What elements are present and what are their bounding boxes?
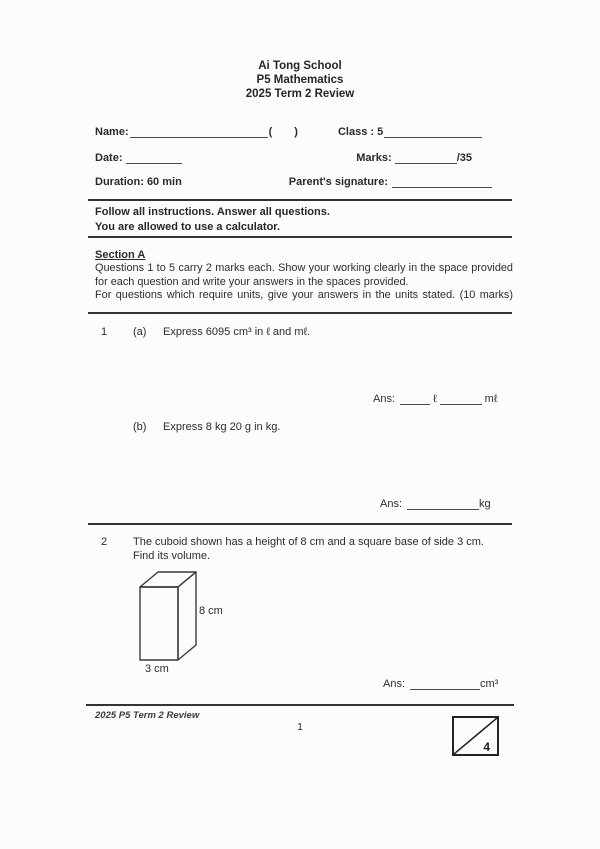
ans-1a-label: Ans: (373, 393, 396, 405)
question-1b-text: Express 8 kg 20 g in kg. (163, 421, 281, 433)
answer-line-q2 (383, 678, 498, 690)
ans-1b-label: Ans: (380, 498, 403, 510)
section-a-line-2: for each question and write your answers in the spaces provided. (95, 275, 409, 288)
ans-q2-unit: cm³ (480, 678, 499, 690)
divider-line-section-a (88, 312, 512, 314)
page-number: 1 (297, 721, 303, 733)
school-name: Ai Tong School (258, 60, 342, 72)
signature-blank-line (392, 185, 492, 188)
ans-1b-blank (407, 507, 479, 510)
question-2-row (95, 536, 515, 548)
exam-title: 2025 Term 2 Review (245, 87, 355, 100)
question-1a-text: Express 6095 cm³ in ℓ and mℓ. (163, 326, 311, 338)
answer-line-1b (380, 498, 491, 510)
ans-q2-blank (410, 687, 480, 690)
question-1a-row (95, 326, 515, 338)
class-blank-line (384, 135, 482, 138)
cuboid-height-label: 8 cm (199, 605, 223, 617)
instruction-line-1: Follow all instructions. Answer all questions. (95, 206, 330, 218)
date-blank-line (126, 161, 182, 164)
cuboid-right-face (178, 572, 196, 660)
name-class-row (95, 126, 497, 138)
footer-divider-line (86, 704, 514, 706)
index-paren-open: ( (268, 126, 273, 138)
date-marks-row (95, 152, 472, 164)
section-a-heading: Section A (95, 249, 146, 261)
marks-label: Marks: (356, 152, 392, 164)
marks-box-value: 4 (483, 740, 490, 754)
divider-line-q1-q2 (88, 523, 512, 525)
ans-1a-unit-litres: ℓ (433, 393, 437, 405)
date-label: Date: (95, 152, 123, 164)
subject-title: P5 Mathematics (256, 73, 344, 86)
divider-line-top (88, 199, 512, 201)
marks-total: /35 (456, 152, 472, 164)
ans-1a-unit-millilitres: mℓ (484, 393, 498, 405)
ans-1a-blank-millilitres (440, 402, 482, 405)
name-label: Name: (95, 126, 129, 138)
section-a-line-1: Questions 1 to 5 carry 2 marks each. Show your working clearly in the space provided (95, 262, 513, 274)
question-1b-row (95, 421, 515, 433)
ans-1a-blank-litres (400, 402, 430, 405)
question-2-text-line2: Find its volume. (133, 550, 211, 562)
cuboid-base-label: 3 cm (145, 663, 169, 675)
class-label: Class : 5 (337, 126, 384, 138)
answer-line-1a (373, 393, 497, 405)
question-2-number: 2 (101, 536, 108, 548)
cuboid-front-face (140, 587, 178, 660)
duration-signature-row (95, 176, 492, 188)
question-2-text-line2-row (95, 550, 515, 562)
name-blank-line (130, 135, 268, 138)
question-1-number: 1 (101, 326, 108, 338)
marks-blank-line (395, 161, 457, 164)
cuboid-figure (128, 566, 258, 681)
duration-label: Duration: 60 min (95, 176, 182, 188)
index-paren-close: ) (294, 126, 298, 138)
ans-1b-unit: kg (479, 498, 491, 510)
section-a-paragraph-1 (95, 262, 513, 289)
marks-box-diagonal (454, 718, 497, 754)
marks-score-box (452, 716, 499, 756)
instruction-line-2: You are allowed to use a calculator. (95, 220, 281, 233)
question-2-text-line1: The cuboid shown has a height of 8 cm and a square base of side 3 cm. (133, 536, 484, 548)
question-1b-label: (b) (133, 421, 147, 433)
footer-document-title: 2025 P5 Term 2 Review (95, 710, 200, 721)
section-a-paragraph-2: For questions which require units, give your answers in the units stated. (10 marks) (95, 289, 513, 301)
parent-signature-label: Parent's signature: (288, 176, 388, 188)
exam-header (0, 60, 600, 101)
ans-q2-label: Ans: (383, 678, 406, 690)
question-1a-label: (a) (133, 326, 147, 338)
divider-line-instructions (88, 236, 512, 238)
instructions-block (95, 205, 515, 234)
